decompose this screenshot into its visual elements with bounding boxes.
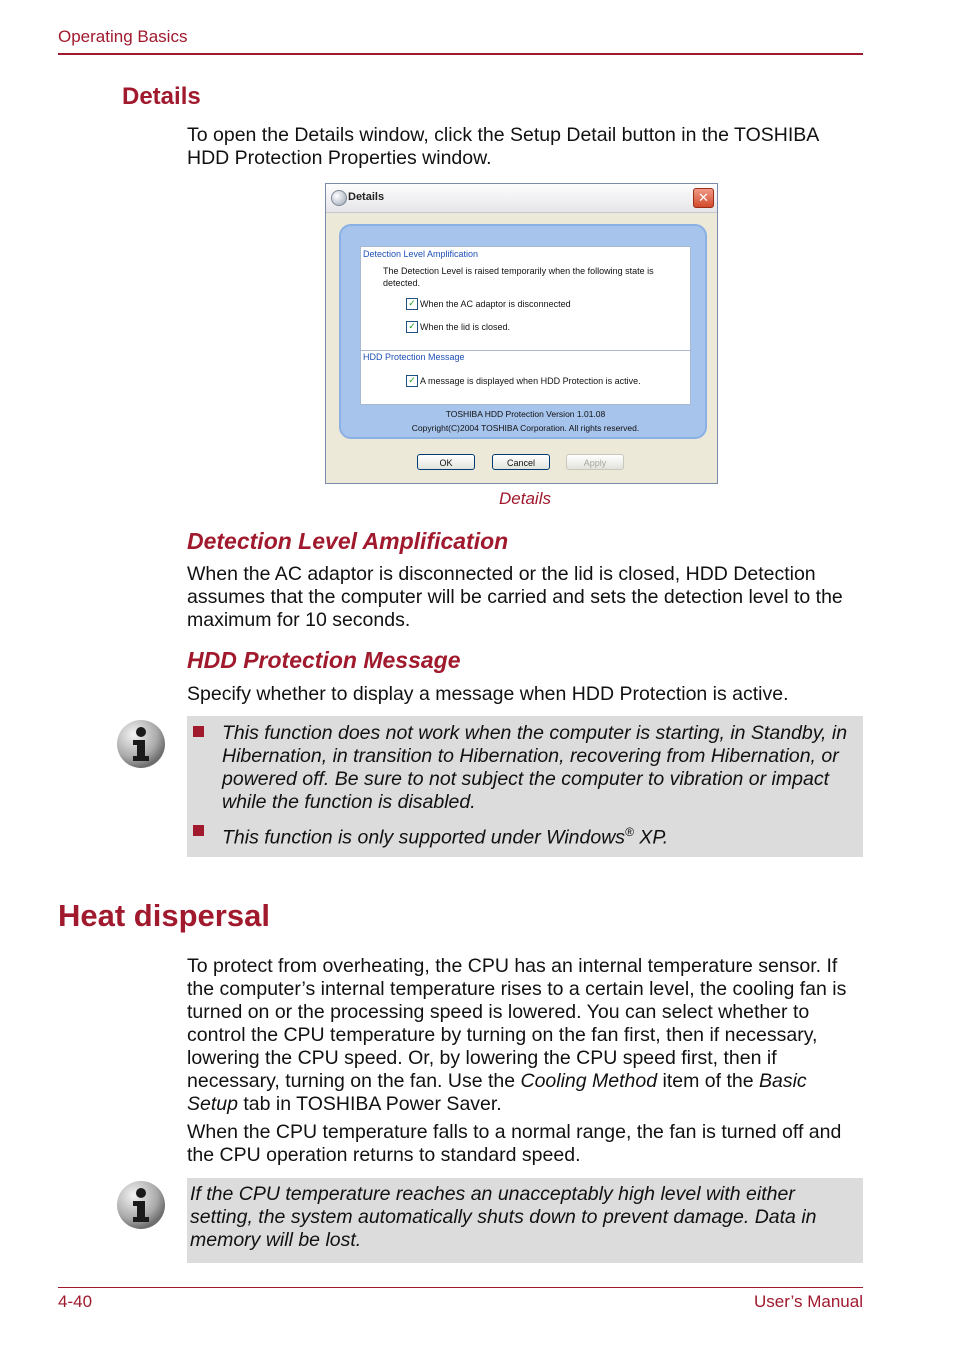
heat-heading: Heat dispersal — [58, 898, 270, 933]
ac-adaptor-checkbox[interactable]: ✓ — [406, 298, 418, 310]
registered-mark: ® — [625, 825, 634, 839]
group-separator — [361, 350, 690, 351]
close-button[interactable]: ✕ — [693, 188, 714, 208]
page-number: 4-40 — [58, 1292, 93, 1311]
message-paragraph — [187, 683, 863, 706]
group-message-label: HDD Protection Message — [363, 352, 465, 362]
square-bullet-icon — [193, 726, 204, 737]
header-rule — [58, 53, 863, 55]
apply-button[interactable]: Apply — [566, 454, 624, 470]
message-text: Specify whether to display a message when HDD Protection is active. — [187, 683, 789, 705]
heat-text-c: tab in TOSHIBA Power Saver. — [237, 1093, 502, 1115]
version-text: TOSHIBA HDD Protection Version 1.01.08 — [445, 409, 606, 419]
cooling-method-term: Cooling Method — [520, 1070, 658, 1092]
details-heading: Details — [122, 83, 201, 110]
dialog-titlebar — [326, 184, 717, 213]
message-label: A message is displayed when HDD Protection is active. — [420, 376, 641, 386]
heat-text-1 — [187, 955, 863, 1116]
heat-text-a: To protect from overheating, the CPU has an internal temperature sensor. If the computer’s internal temperature rises to a certain level, the cooling fan is turned on or the processing speed is lowered. You can select whether to control the CPU temperature by turning on the fan first, then if necessary, lowering the CPU speed. Or, by lowering the CPU speed first, then if necessary, turning on the fan. Use the — [187, 955, 847, 1092]
note-box — [187, 1178, 863, 1263]
details-intro-text: To open the Details window, click the Setup Detail button in the TOSHIBA HDD Protection Properties window. — [187, 124, 819, 169]
heat-text-2: When the CPU temperature falls to a normal range, the fan is turned off and the CPU operation returns to standard speed. — [187, 1121, 842, 1166]
heat-paragraph-1 — [187, 955, 863, 1116]
manual-title: User’s Manual — [754, 1292, 863, 1311]
dialog-title: Details — [348, 191, 385, 203]
app-icon — [331, 190, 347, 206]
message-heading: HDD Protection Message — [187, 647, 461, 673]
ac-adaptor-label: When the AC adaptor is disconnected — [420, 299, 571, 309]
copyright-text: Copyright(C)2004 TOSHIBA Corporation. All rights reserved. — [411, 423, 640, 433]
dialog-frame — [339, 224, 707, 439]
figure-caption: Details — [499, 489, 551, 508]
cancel-button[interactable]: Cancel — [492, 454, 550, 470]
note-text: This function does not work when the computer is starting, in Standby, in Hibernation, in transition to Hibernation, recovering from Hibernation, or powered off. Be sure to not subject the computer to vibration or impact while the function is disabled. — [222, 722, 848, 813]
square-bullet-icon — [193, 825, 204, 836]
info-icon — [116, 1180, 166, 1230]
group-detection-label: Detection Level Amplification — [363, 249, 479, 259]
heat-text-b: item of the — [657, 1070, 759, 1092]
basic-setup-term: Basic Setup — [187, 1070, 807, 1115]
ok-button[interactable]: OK — [417, 454, 475, 470]
footer-rule — [58, 1287, 863, 1288]
message-checkbox[interactable]: ✓ — [406, 375, 418, 387]
detection-heading: Detection Level Amplification — [187, 528, 509, 554]
details-intro — [187, 124, 863, 170]
note-text — [222, 821, 857, 850]
detection-text: When the AC adaptor is disconnected or the lid is closed, HDD Detection assumes that the computer will be carried and sets the detection level to the maximum for 10 seconds. — [187, 563, 843, 631]
lid-closed-label: When the lid is closed. — [420, 322, 511, 332]
heat-paragraph-2 — [187, 1121, 863, 1167]
lid-closed-checkbox[interactable]: ✓ — [406, 321, 418, 333]
note-box — [187, 716, 863, 857]
details-dialog — [325, 183, 718, 484]
running-header: Operating Basics — [58, 27, 188, 46]
info-icon — [116, 719, 166, 769]
group-detection-text: The Detection Level is raised temporarily when the following state is detected. — [383, 266, 654, 288]
xp-text: XP. — [633, 826, 669, 849]
note-text: If the CPU temperature reaches an unacceptably high level with either setting, the system automatically shuts down to prevent damage. Data in memory will be lost. — [190, 1183, 817, 1251]
dialog-panel — [360, 246, 691, 405]
detection-paragraph — [187, 563, 863, 632]
windows-text: This function is only supported under Windows — [222, 826, 626, 849]
